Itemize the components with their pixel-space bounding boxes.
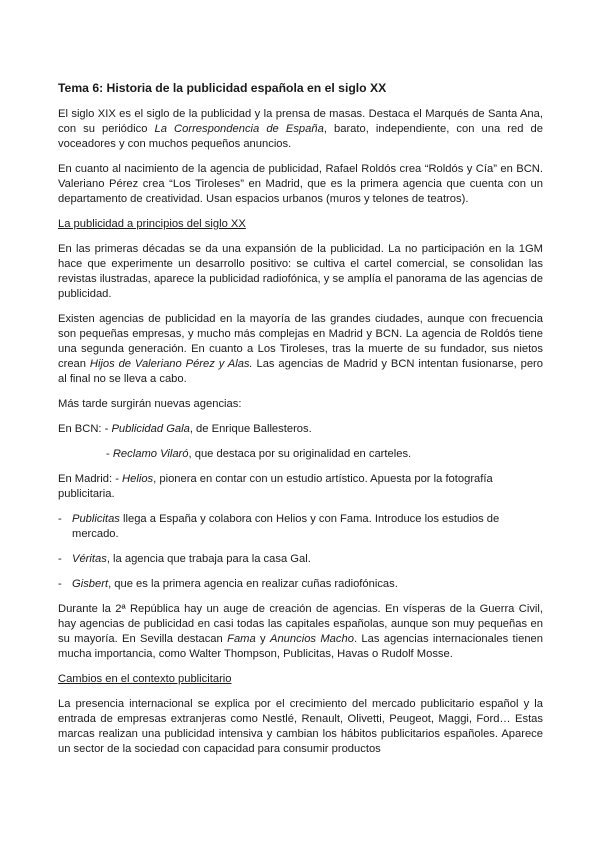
agency-description: llega a España y colabora con Helios y con Fama. Introduce los estudios de mercado. — [72, 513, 500, 540]
agency-name: Helios — [122, 473, 154, 485]
paragraph-international-presence: La presencia internacional se explica por el crecimiento del mercado publicitario español y la entrada de empresas extranjeras como Nestlé, Renault, Olivetti, Peugeot, Maggi, Ford… Estas marcas realizan una publicidad intensiva y cambian los hábitos publicitarios españoles. Aparece un sector de la sociedad con capacidad para consumir productos — [58, 698, 543, 755]
agency-name: Fama — [227, 633, 256, 645]
paragraph-text: Existen agencias de publicidad en la mayoría de las grandes ciudades, aunque con frecuencia son pequeñas empresas, y mucho más complejas en Madrid y BCN. La agencia de Roldós tiene una segunda generación. En cuanto a Los Tiroleses, tras la muerte de su fundador, sus nietos crean — [58, 313, 543, 370]
section-heading-early-20th: La publicidad a principios del siglo XX — [58, 218, 246, 230]
paragraph-text: Las agencias de Madrid y BCN intentan fusionarse, pero al final no se lleva a cabo. — [58, 358, 544, 385]
paragraph-text: Durante la 2ª República hay un auge de creación de agencias. En vísperas de la Guerra Civil, hay agencias de publicidad en casi todas las capitales españolas, aunque son muy pequeñas en su mayoría. En Sevilla destacan — [58, 603, 543, 645]
agency-name: Publicidad Gala — [111, 423, 190, 435]
paragraph-text: . Las agencias internacionales tienen mucha importancia, como Walter Thompson, Publicitas, Havas o Rudolf Mosse. — [58, 633, 543, 660]
agency-description: , de Enrique Ballesteros. — [189, 423, 312, 435]
agency-description: , que destaca por su originalidad en carteles. — [188, 448, 412, 460]
dash-marker: - — [106, 448, 113, 460]
paragraph-agencies-origin: En cuanto al nacimiento de la agencia de publicidad, Rafael Roldós crea “Roldós y Cía” en BCN. Valeriano Pérez crea “Los Tiroleses” en Madrid, que es la primera agencia que cuenta con un departamento de creatividad. Usan espacios urbanos (muros y telones de teatros). — [58, 163, 543, 205]
paragraph-intro — [58, 107, 543, 152]
list-item — [58, 552, 543, 567]
agency-description: , que es la primera agencia en realizar cuñas radiofónicas. — [108, 578, 398, 590]
list-item-text — [72, 512, 543, 542]
agency-name: Reclamo Vilaró — [112, 448, 189, 460]
section-heading-context-changes: Cambios en el contexto publicitario — [58, 673, 232, 685]
paragraph-text: y — [255, 633, 270, 645]
paragraph-text: El siglo XIX es el siglo de la publicidad y la prensa de masas. Destaca el Marqués de Santa Ana, con su periódico — [58, 108, 543, 135]
madrid-agency-line — [58, 472, 543, 502]
paragraph-text: , barato, independiente, con una red de voceadores y con muchos pequeños anuncios. — [58, 123, 543, 150]
page-title: Tema 6: Historia de la publicidad española en el siglo XX — [58, 81, 387, 95]
agency-name: Publicitas — [72, 513, 120, 525]
agency-name: Anuncios Macho — [270, 633, 354, 645]
dash-bullet: - — [58, 513, 62, 525]
bcn-agency-line — [58, 422, 543, 437]
list-item-text — [72, 577, 543, 592]
paragraph-new-agencies: Más tarde surgirán nuevas agencias: — [58, 398, 242, 410]
agency-name: Gisbert — [72, 578, 109, 590]
madrid-prefix: En Madrid: - — [58, 473, 123, 485]
list-item-text — [72, 552, 543, 567]
document-body — [58, 80, 543, 767]
paragraph-expansion: En las primeras décadas se da una expansión de la publicidad. La no participación en la 1GM hace que experimente un desarrollo positivo: se cultiva el cartel comercial, se consolidan las revistas ilustradas, aparece la publicidad radiofónica, y se amplía el panorama de las agencias de publicidad. — [58, 243, 543, 300]
agency-name: Véritas — [72, 553, 107, 565]
agency-name: Hijos de Valeriano Pérez y Alas. — [89, 358, 253, 370]
dash-bullet: - — [58, 553, 62, 565]
paragraph-second-republic — [58, 602, 543, 662]
agency-description: , pionera en contar con un estudio artístico. Apuesta por la fotografía publicitaria. — [58, 473, 493, 500]
paragraph-agencies-cities — [58, 312, 543, 387]
bcn-agency-line-2 — [58, 447, 543, 462]
list-item — [58, 577, 543, 592]
bcn-prefix: En BCN: - — [58, 423, 112, 435]
newspaper-name: La Correspondencia de España — [154, 123, 324, 135]
dash-bullet: - — [58, 578, 62, 590]
list-item — [58, 512, 543, 542]
agency-description: , la agencia que trabaja para la casa Gal. — [106, 553, 311, 565]
